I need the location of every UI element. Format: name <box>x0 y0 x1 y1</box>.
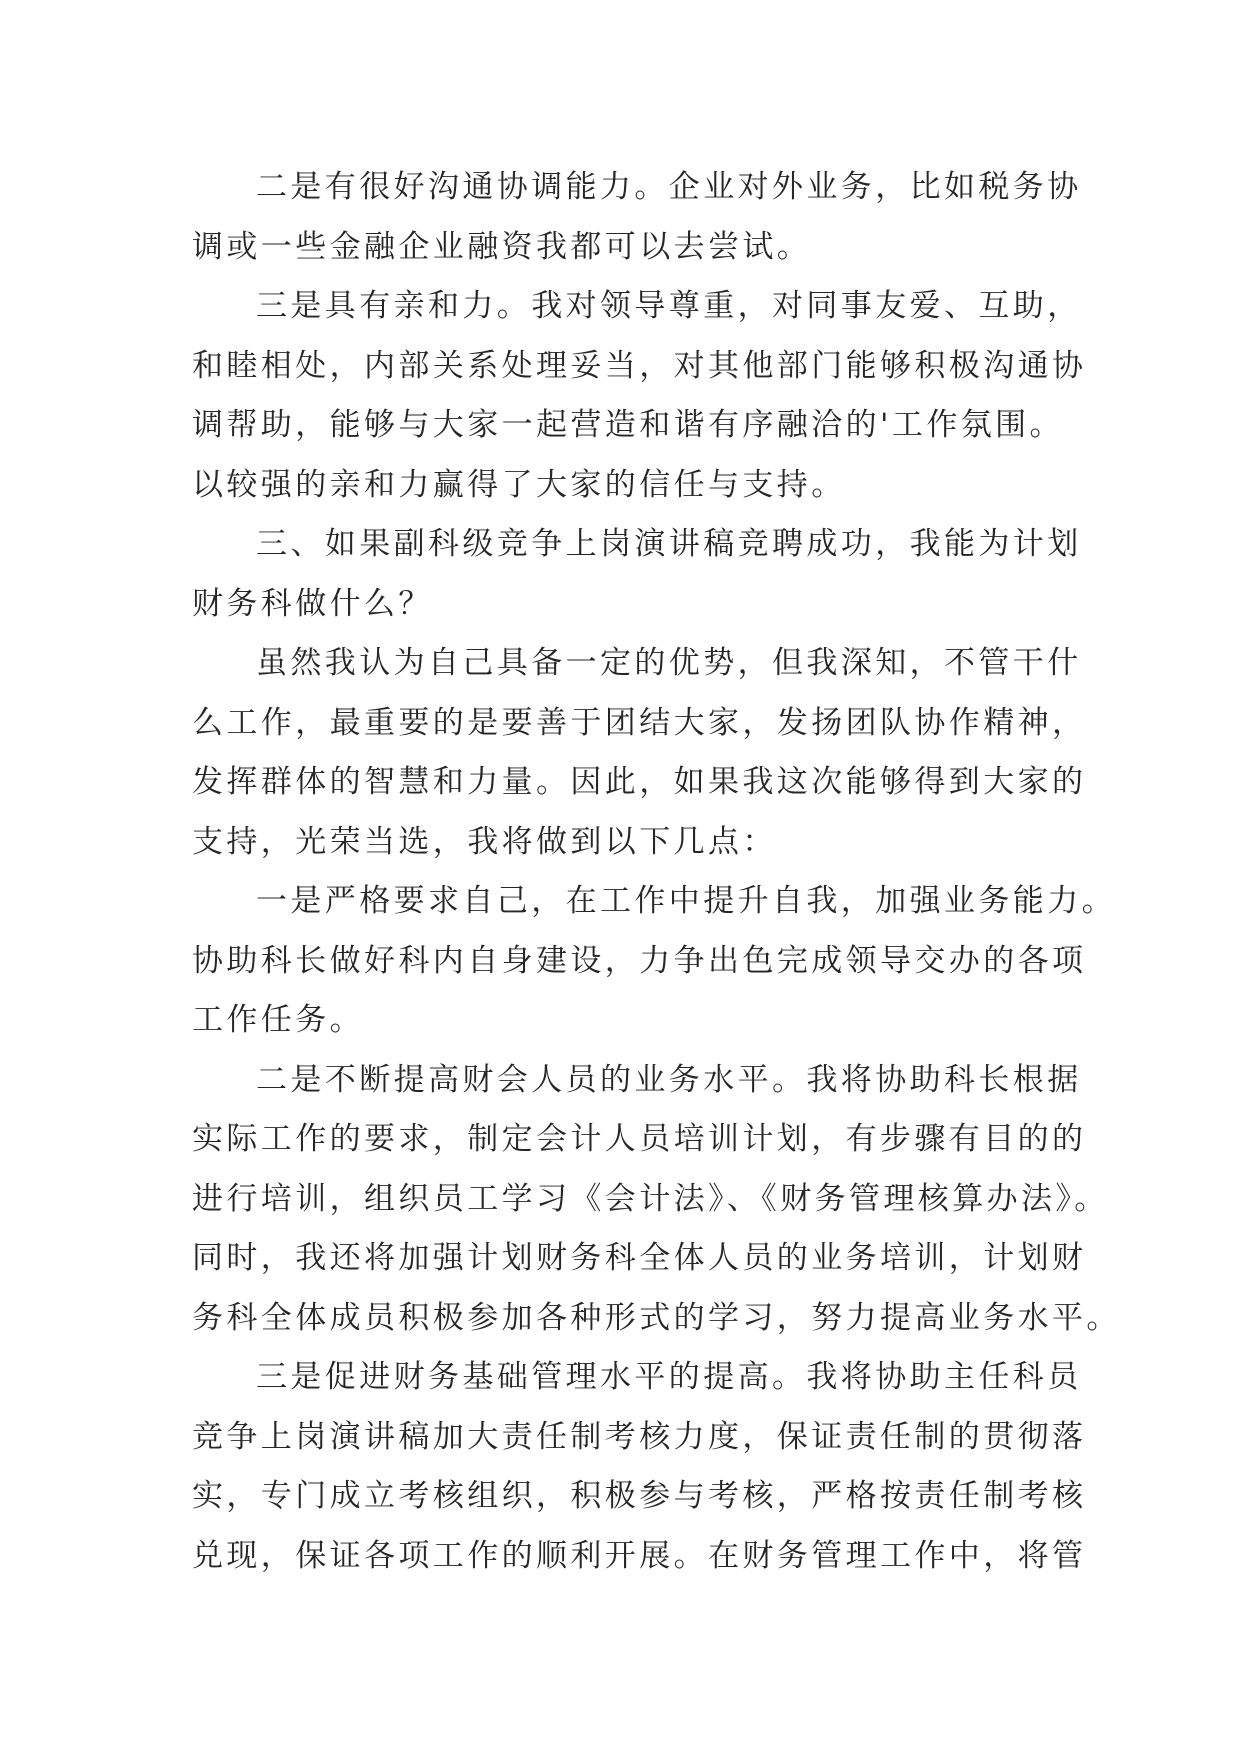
text-line: 二是不断提高财会人员的业务水平。我将协助科长根据 <box>256 1061 1082 1098</box>
text-line: 支持，光荣当选，我将做到以下几点： <box>192 823 777 860</box>
text-line: 发挥群体的智慧和力量。因此，如果我这次能够得到大家的 <box>192 764 1087 800</box>
text-line: 三、如果副科级竞争上岗演讲稿竞聘成功，我能为计划 <box>256 526 1082 562</box>
text-line: 二是有很好沟通协调能力。企业对外业务，比如税务协 <box>256 169 1082 205</box>
text-line: 竞争上岗演讲稿加大责任制考核力度，保证责任制的贯彻落 <box>192 1418 1087 1455</box>
text-line: 三是促进财务基础管理水平的提高。我将协助主任科员 <box>256 1359 1082 1395</box>
text-line: 一是严格要求自己，在工作中提升自我，加强业务能力。 <box>256 883 1116 919</box>
text-line: 兑现，保证各项工作的顺利开展。在财务管理工作中，将管 <box>192 1537 1087 1574</box>
text-line: 虽然我认为自己具备一定的优势，但我深知，不管干什 <box>256 645 1082 681</box>
text-line: 实际工作的要求，制定会计人员培训计划，有步骤有目的的 <box>192 1121 1087 1157</box>
text-line: 么工作，最重要的是要善于团结大家，发扬团队协作精神， <box>192 704 1087 741</box>
text-line: 同时，我还将加强计划财务科全体人员的业务培训，计划财 <box>192 1240 1087 1276</box>
body-text <box>192 158 1121 1586</box>
text-line: 实，专门成立考核组织，积极参与考核，严格按责任制考核 <box>192 1478 1087 1514</box>
text-line: 调或一些金融企业融资我都可以去尝试。 <box>192 228 812 265</box>
text-line: 务科全体成员积极参加各种形式的学习，努力提高业务水平。 <box>192 1299 1121 1336</box>
text-line: 以较强的亲和力赢得了大家的信任与支持。 <box>192 466 846 503</box>
text-line: 工作任务。 <box>192 1002 364 1038</box>
text-line: 协助科长做好科内自身建设，力争出色完成领导交办的各项 <box>192 942 1087 979</box>
text-line: 财务科做什么？ <box>192 585 433 622</box>
text-line: 进行培训，组织员工学习《会计法》、《财务管理核算办法》。 <box>192 1180 1109 1217</box>
text-line: 和睦相处，内部关系处理妥当，对其他部门能够积极沟通协 <box>192 347 1087 384</box>
text-line: 三是具有亲和力。我对领导尊重，对同事友爱、互助， <box>256 288 1082 324</box>
text-line: 调帮助，能够与大家一起营造和谐有序融洽的'工作氛围。 <box>192 407 1064 443</box>
